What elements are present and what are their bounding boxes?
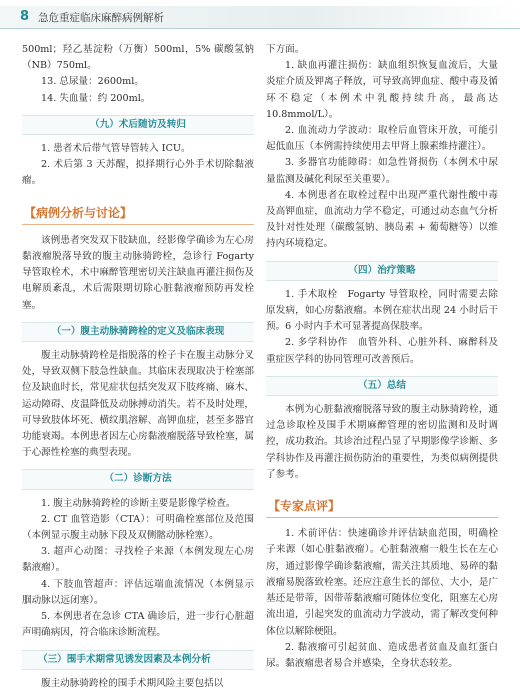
subsection-heading: （五）总结 — [266, 376, 498, 396]
paragraph: 500ml；羟乙基淀粉（万衡）500ml，5% 碳酸氢钠（NB）750ml。 — [22, 44, 254, 72]
page-header — [0, 0, 520, 30]
subsection-heading: （二）诊断方法 — [22, 469, 254, 489]
list-item: 4. 本例患者在取栓过程中出现严重代谢性酸中毒及高钾血症，血流动力学不稳定，可通过动态血气分析及针对性处理（碳酸氢钠、胰岛素 + 葡萄糖等）以维持内环境稳定。 — [266, 189, 498, 250]
list-item: 3. 多器官功能障碍：如急性肾损伤（本例术中尿量监测及碱化利尿至关重要）。 — [266, 157, 498, 185]
subsection-heading: （四）治疗策略 — [266, 261, 498, 281]
list-item: 5. 本例患者在急诊 CTA 确诊后，进一步行心脏超声明确病因，符合临床诊断流程。 — [22, 611, 254, 639]
list-item: 4. 下肢血管超声：评估远端血流情况（本例显示腘动脉以远闭塞）。 — [22, 578, 254, 606]
list-item: 1. 缺血再灌注损伤：缺血组织恢复血流后，大量炎症介质及钾离子释放，可导致高钾血症、酸中毒及循环不稳定（本例术中乳酸持续升高，最高达 10.8mmol/L）。 — [266, 60, 498, 120]
paragraph: 下方面。 — [266, 44, 305, 55]
section-heading: 【专家点评】 — [266, 495, 498, 518]
list-item: 13. 总尿量：2600ml。 — [41, 76, 144, 88]
paragraph: 腹主动脉骑跨栓是指脱落的栓子卡在腹主动脉分叉处，导致双侧下肢急性缺血。其临床表现取决于栓塞部位及缺血时长，常见症状包括突发双下肢疼痛、麻木、运动障碍、皮温降低及动脉搏动消失。若不及时处理，可导致肢体坏死、横纹肌溶解、高钾血症，甚至多器官功能衰竭。本例患者因左心房黏液瘤脱落导致栓塞，属于心源性栓塞的典型表现。 — [22, 350, 254, 459]
list-item: 1. 患者术后带气管导管转入 ICU。 — [41, 143, 191, 155]
paragraph: 腹主动脉骑跨栓的围手术期风险主要包括以 — [41, 677, 224, 689]
list-item: 2. 术后第 3 天苏醒，拟择期行心外手术切除黏液瘤。 — [22, 159, 254, 187]
section-heading: 【病例分析与讨论】 — [22, 202, 254, 225]
list-item: 2. CT 血管造影（CTA）：可明确栓塞部位及范围（本例显示腹主动脉下段及双侧髂动脉栓塞）。 — [22, 513, 254, 542]
paragraph: 该例患者突发双下肢缺血，经影像学确诊为左心房黏液瘤脱落导致的腹主动脉骑跨栓，急诊行 Fogarty 导管取栓术，术中麻醉管理密切关注缺血再灌注损伤及电解质紊乱，术后需限期切除心脏黏液瘤预防再发栓塞。 — [22, 234, 254, 311]
list-item: 2. 血流动力学波动：取栓后血管床开放，可能引起低血压（本例需持续使用去甲肾上腺素维持灌注）。 — [266, 125, 498, 153]
page-number: 8 — [20, 9, 30, 24]
list-item: 1. 腹主动脉骑跨栓的诊断主要是影像学检查。 — [41, 497, 236, 509]
list-item: 1. 术前评估：快速确诊并评估缺血范围，明确栓子来源（如心脏黏液瘤）。心脏黏液瘤一般生长在左心房，通过影像学确诊黏液瘤，需关注其质地、易碎的黏液瘤易脱落致栓塞。还应注意生长的部位、大小，是广基还是带蒂，因带蒂黏液瘤可随体位变化，阻塞左心房流出道，引起突发的血流动力学波动，需了解改变何种体位以解除梗阻。 — [266, 528, 498, 637]
left-column — [22, 42, 254, 692]
list-item: 3. 超声心动图：寻找栓子来源（本例发现左心房黏液瘤）。 — [22, 546, 254, 574]
list-item: 1. 手术取栓 Fogarty 导管取栓，同时需要去除原发病，如心房黏液瘤。本例在症状出现 24 小时后干预。6 小时内手术可显著提高保肢率。 — [266, 288, 498, 333]
book-title: 急危重症临床麻醉病例解析 — [38, 12, 164, 24]
list-item: 14. 失血量：约 200ml。 — [41, 92, 151, 104]
subsection-heading: （一）腹主动脉骑跨栓的定义及临床表现 — [22, 322, 254, 342]
list-item: 2. 多学科协作 血管外科、心脏外科、麻醉科及重症医学科的协同管理可改善预后。 — [266, 337, 498, 365]
subsection-heading: （九）术后随访及转归 — [22, 115, 254, 135]
paragraph: 本例为心脏黏液瘤脱落导致的腹主动脉骑跨栓，通过急诊取栓及围手术期麻醉管理的密切监测和及时调控，成功救治。其诊治过程凸显了早期影像学诊断、多学科协作及再灌注损伤防治的重要性，为类似病例提供了参考。 — [266, 404, 498, 480]
subsection-heading: （三）围手术期常见诱发因素及本例分析 — [22, 650, 254, 670]
list-item: 2. 黏液瘤可引起贫血、造成患者贫血及血红蛋白尿。黏液瘤患者易合并感染，全身状态较差。 — [266, 641, 498, 669]
right-column — [266, 42, 498, 672]
